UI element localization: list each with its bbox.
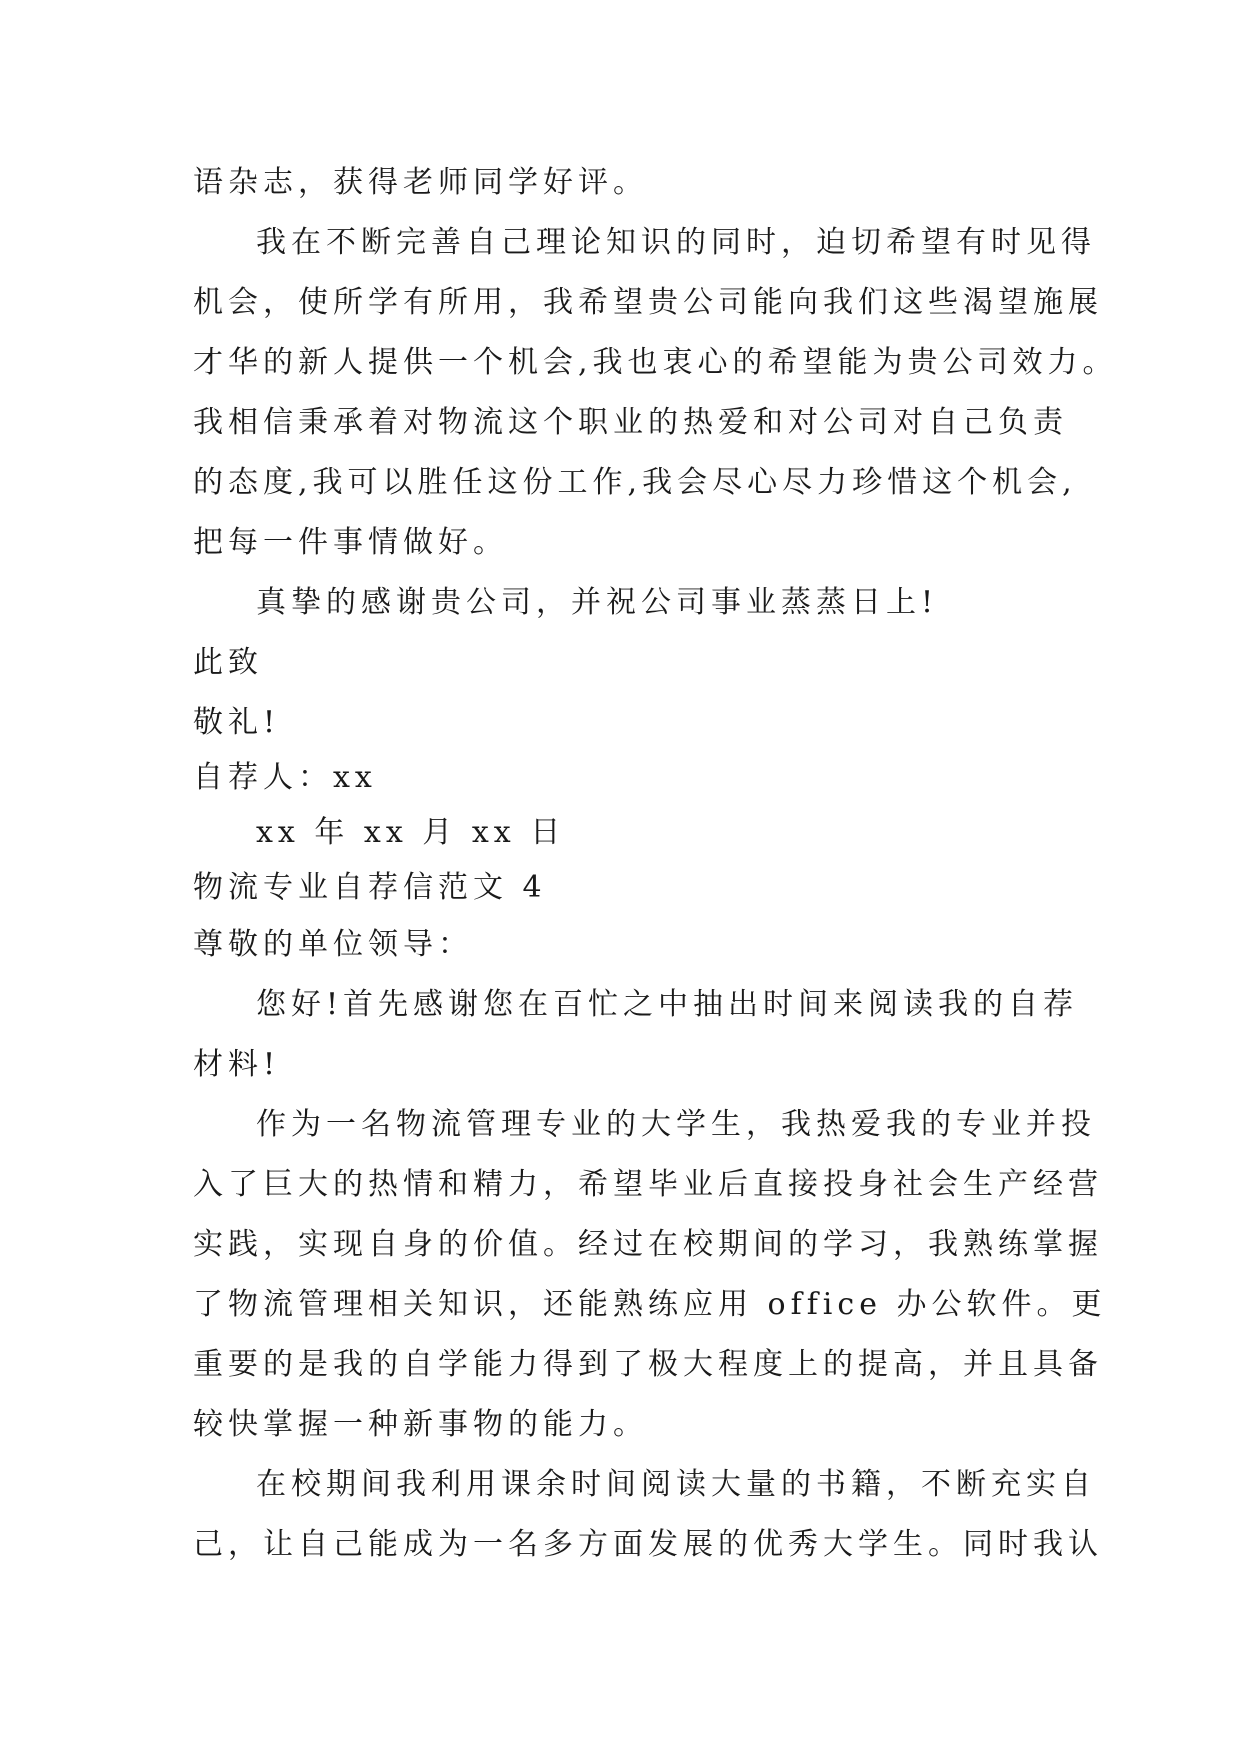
text-line: 我相信秉承着对物流这个职业的热爱和对公司对自己负责: [193, 405, 1068, 440]
salutation-line: 敬礼!: [193, 705, 281, 740]
text-line: 己，让自己能成为一名多方面发展的优秀大学生。同时我认: [193, 1527, 1103, 1562]
text-line: 较快掌握一种新事物的能力。: [193, 1407, 648, 1442]
text-line: 机会，使所学有所用，我希望贵公司能向我们这些渴望施展: [193, 285, 1103, 320]
text-line: 真挚的感谢贵公司，并祝公司事业蒸蒸日上!: [256, 585, 939, 620]
section-title: 物流专业自荐信范文 4: [193, 870, 547, 905]
text-line: 您好!首先感谢您在百忙之中抽出时间来阅读我的自荐: [256, 987, 1079, 1022]
text-line: 我在不断完善自己理论知识的同时，迫切希望有时见得: [256, 225, 1096, 260]
date-line: xx 年 xx 月 xx 日: [256, 815, 566, 850]
text-line: 把每一件事情做好。: [193, 525, 508, 560]
signature-line: 自荐人：xx: [193, 760, 377, 795]
text-line: 作为一名物流管理专业的大学生，我热爱我的专业并投: [256, 1107, 1096, 1142]
text-line: 重要的是我的自学能力得到了极大程度上的提高，并且具备: [193, 1347, 1103, 1382]
text-line: 材料!: [193, 1047, 281, 1082]
text-line: 入了巨大的热情和精力，希望毕业后直接投身社会生产经营: [193, 1167, 1103, 1202]
greeting-line: 尊敬的单位领导：: [193, 927, 473, 962]
text-line: 在校期间我利用课余时间阅读大量的书籍，不断充实自: [256, 1467, 1096, 1502]
text-line: 才华的新人提供一个机会,我也衷心的希望能为贵公司效力。: [193, 345, 1118, 380]
text-line: 的态度,我可以胜任这份工作,我会尽心尽力珍惜这个机会,: [193, 465, 1077, 500]
text-line: 语杂志，获得老师同学好评。: [193, 165, 648, 200]
text-line: 了物流管理相关知识，还能熟练应用 office 办公软件。更: [193, 1287, 1107, 1322]
salutation-line: 此致: [193, 645, 263, 680]
text-line: 实践，实现自身的价值。经过在校期间的学习，我熟练掌握: [193, 1227, 1103, 1262]
